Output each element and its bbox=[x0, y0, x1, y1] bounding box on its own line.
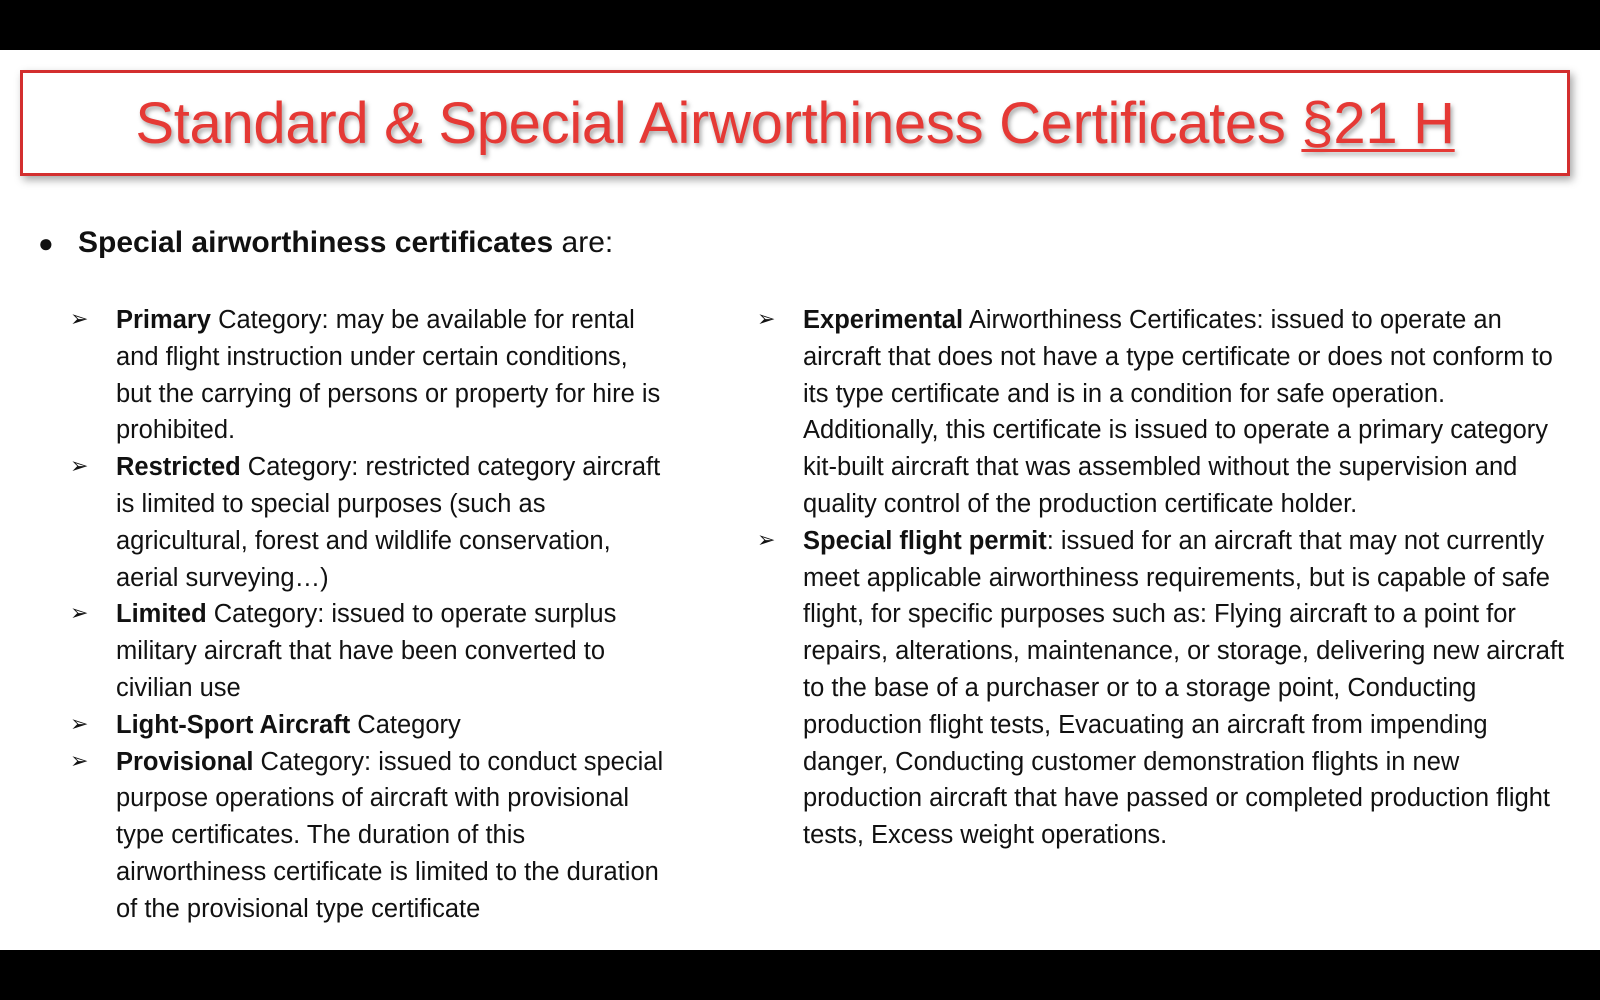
list-item-primary bbox=[70, 302, 670, 449]
list-item-rest: : issued for an aircraft that may not currently meet applicable airworthiness requirements, but is capable of safe flight, for specific purposes such as: Flying aircraft to a point for repairs, alterations, maintenance, or storage, delivering new aircraft to the base of a purchaser or to a storage point, Conducting production flight tests, Evacuating an aircraft from impending danger, Conducting customer demonstration flights in new production aircraft that have passed or completed production flight tests, Excess weight operations. bbox=[803, 526, 1565, 850]
intro-bold: Special airworthiness certificates bbox=[78, 226, 554, 259]
list-item-bold: Limited bbox=[116, 600, 207, 629]
list-item-bold: Light-Sport Aircraft bbox=[116, 710, 351, 739]
list-item-text bbox=[116, 707, 670, 744]
list-item-rest: Category bbox=[350, 710, 461, 739]
arrow-bullet-icon: ➢ bbox=[70, 748, 89, 774]
list-item-text bbox=[116, 302, 670, 449]
arrow-bullet-icon: ➢ bbox=[70, 601, 89, 627]
slide bbox=[0, 50, 1600, 950]
title-main: Standard & Special Airworthiness Certificates bbox=[135, 90, 1302, 156]
list-item-bold: Experimental bbox=[803, 306, 964, 334]
title-box bbox=[20, 70, 1570, 176]
intro-line bbox=[38, 226, 613, 260]
letterbox-top bbox=[0, 0, 1600, 50]
list-item-limited bbox=[70, 596, 670, 706]
intro-rest: are: bbox=[553, 226, 614, 259]
list-item-text bbox=[803, 302, 1567, 523]
arrow-bullet-icon: ➢ bbox=[757, 307, 776, 332]
list-item-bold: Provisional bbox=[116, 747, 254, 776]
list-item-text bbox=[116, 744, 670, 928]
list-item-restricted bbox=[70, 449, 670, 596]
list-item-rest: Airworthiness Certificates: issued to operate an aircraft that does not have a type certificate or does not conform to its type certificate and is in a condition for safe operation. Additionally, this certificate is issued to operate a primary category kit-built aircraft that was assembled without the supervision and quality control of the production certificate holder. bbox=[803, 306, 1553, 518]
list-item-text bbox=[116, 596, 670, 706]
arrow-bullet-icon: ➢ bbox=[757, 527, 776, 553]
list-item-bold: Restricted bbox=[116, 453, 241, 482]
list-item-rest: Category: issued to conduct special purpose operations of aircraft with provisional type certificates. The duration of this airworthiness certificate is limited to the duration of the provisional type certificate bbox=[116, 747, 664, 923]
arrow-bullet-icon: ➢ bbox=[70, 307, 89, 332]
arrow-bullet-icon: ➢ bbox=[70, 711, 89, 737]
list-item-text bbox=[116, 449, 670, 596]
list-item-rest: Category: restricted category aircraft is limited to special purposes (such as agricultural, forest and wildlife conservation, aerial surveying…) bbox=[116, 453, 661, 592]
right-column-list bbox=[757, 302, 1567, 854]
list-item-special-flight-permit bbox=[757, 523, 1567, 854]
bullet-icon: ● bbox=[38, 227, 54, 258]
arrow-bullet-icon: ➢ bbox=[70, 454, 89, 480]
list-item-rest: Category: issued to operate surplus military aircraft that have been converted to civilian use bbox=[116, 600, 617, 702]
list-item-provisional bbox=[70, 744, 670, 928]
title-reference-link[interactable]: §21 H bbox=[1301, 90, 1455, 156]
intro-text bbox=[78, 226, 613, 260]
list-item-text bbox=[803, 523, 1567, 854]
letterbox-bottom bbox=[0, 950, 1600, 1000]
left-column-list bbox=[70, 302, 670, 928]
list-item-bold: Primary bbox=[116, 306, 211, 334]
list-item-rest: Category: may be available for rental and flight instruction under certain conditions, but the carrying of persons or property for hire is prohibited. bbox=[116, 306, 661, 445]
slide-title bbox=[135, 90, 1454, 157]
list-item-experimental bbox=[757, 302, 1567, 523]
list-item-light-sport bbox=[70, 707, 670, 744]
list-item-bold: Special flight permit bbox=[803, 526, 1047, 555]
